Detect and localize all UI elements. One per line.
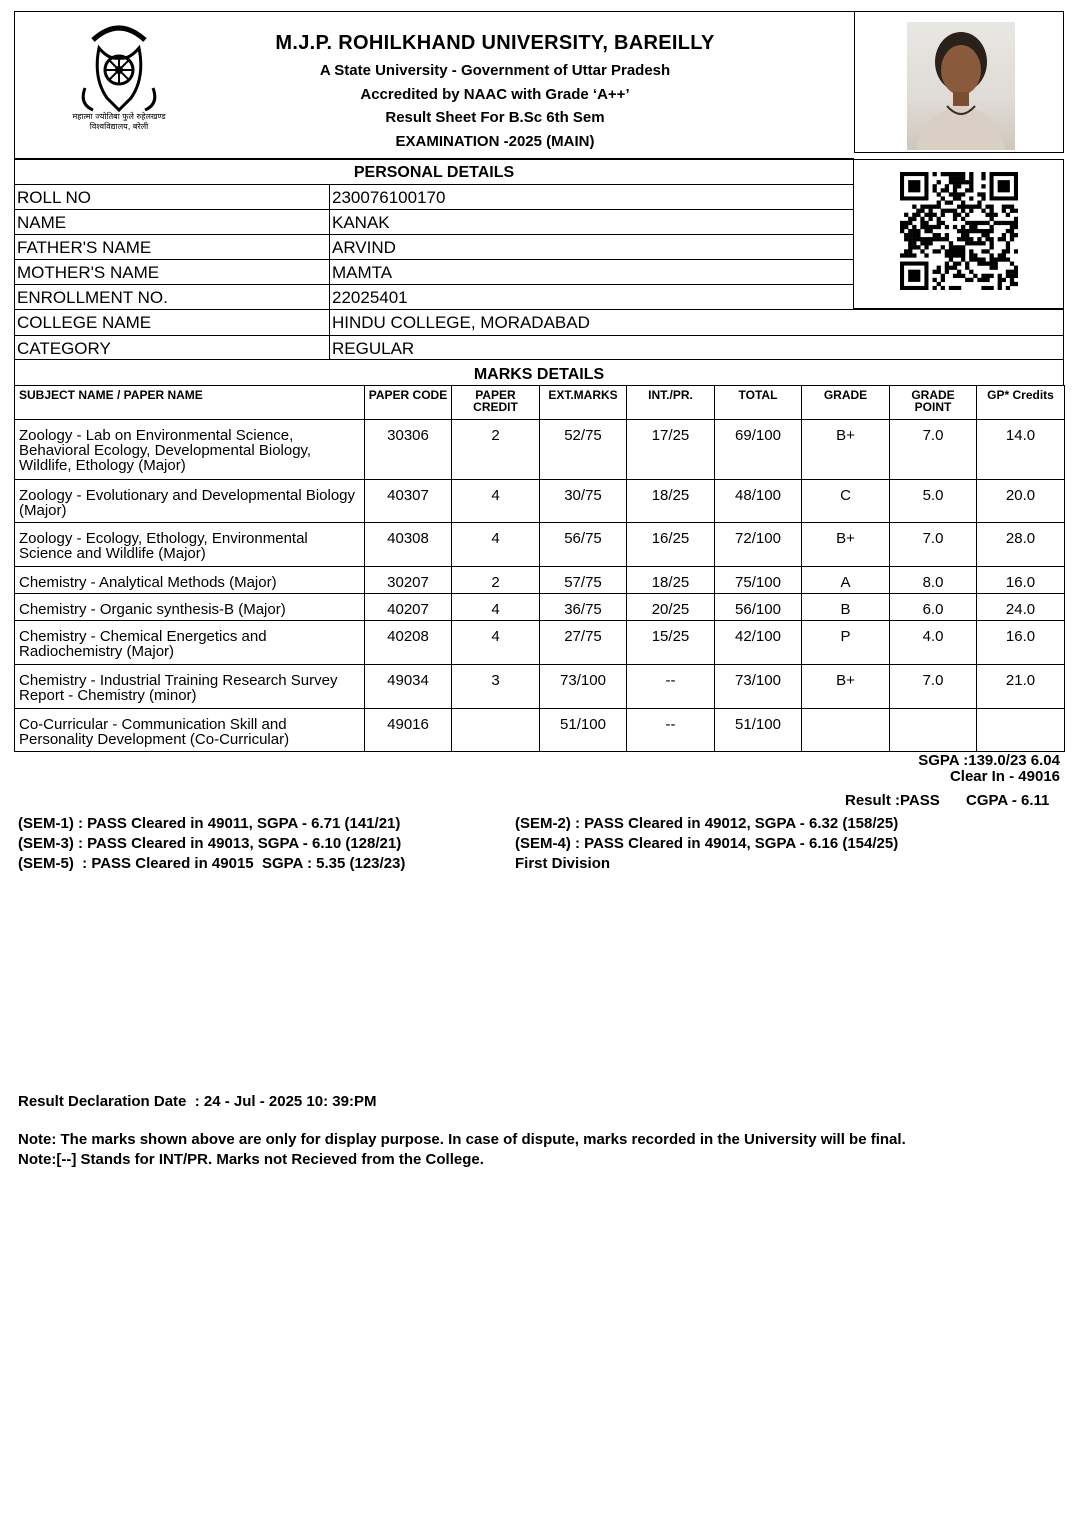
paper-credit: 3: [452, 665, 540, 709]
gp-credits: 24.0: [977, 594, 1065, 621]
logo-caption: महात्मा ज्योतिबा फुले रुहेलखण्ड विश्वविद्यालय, बरेली: [72, 112, 166, 131]
personal-row-father: [14, 234, 854, 260]
gp-credits: 20.0: [977, 480, 1065, 523]
col-ext-marks: EXT.MARKS: [540, 386, 627, 420]
clear-in: Clear In - 49016: [949, 768, 1060, 785]
gp-credits: [977, 709, 1065, 752]
name-label: NAME: [17, 213, 67, 232]
subject-name: Zoology - Ecology, Ethology, Environmental Science and Wildlife (Major): [15, 523, 365, 567]
ext-marks: 52/75: [540, 420, 627, 480]
personal-row-mother: [14, 259, 854, 285]
sem1-result: (SEM-1) : PASS Cleared in 49011, SGPA - 6.71 (141/21): [18, 815, 401, 832]
grade-point: [890, 709, 977, 752]
header-box: [14, 11, 854, 159]
int-pr: 18/25: [627, 480, 715, 523]
result-declaration-date: Result Declaration Date : 24 - Jul - 2025 10: 39:PM: [18, 1093, 377, 1110]
subject-name: Chemistry - Organic synthesis-B (Major): [15, 594, 365, 621]
father-label: FATHER'S NAME: [17, 238, 152, 257]
mother-label: MOTHER'S NAME: [17, 263, 160, 282]
total: 56/100: [715, 594, 802, 621]
division: First Division: [515, 855, 611, 872]
personal-row-roll: [14, 184, 854, 210]
student-photo: [907, 22, 1015, 150]
subject-name: Zoology - Lab on Environmental Science, Behavioral Ecology, Developmental Biology, Wildlife, Ethology (Major): [15, 420, 365, 480]
grade: A: [802, 567, 890, 594]
grade-point: 7.0: [890, 523, 977, 567]
subject-name: Co-Curricular - Communication Skill and Personality Development (Co-Curricular): [15, 709, 365, 752]
paper-code: 49016: [365, 709, 452, 752]
grade-point: 4.0: [890, 621, 977, 665]
total: 75/100: [715, 567, 802, 594]
table-row: [15, 567, 1065, 594]
header: [14, 11, 1064, 159]
note-int-pr: Note:[--] Stands for INT/PR. Marks not Recieved from the College.: [18, 1151, 484, 1168]
table-row: [15, 420, 1065, 480]
col-total: TOTAL: [715, 386, 802, 420]
ext-marks: 30/75: [540, 480, 627, 523]
name-value: KANAK: [332, 213, 390, 232]
table-row: [15, 523, 1065, 567]
paper-code: 30306: [365, 420, 452, 480]
col-subject: SUBJECT NAME / PAPER NAME: [15, 386, 365, 420]
total: 73/100: [715, 665, 802, 709]
grade: B+: [802, 665, 890, 709]
personal-row-college: [14, 309, 1064, 334]
qr-code-icon: [900, 172, 1018, 290]
gp-credits: 28.0: [977, 523, 1065, 567]
roll-label: ROLL NO: [17, 188, 92, 207]
paper-credit: 4: [452, 594, 540, 621]
grade: B: [802, 594, 890, 621]
category-label: CATEGORY: [17, 339, 111, 358]
int-pr: --: [627, 709, 715, 752]
paper-code: 49034: [365, 665, 452, 709]
grade-point: 7.0: [890, 420, 977, 480]
gp-credits: 21.0: [977, 665, 1065, 709]
col-paper-credit: PAPER CREDIT: [452, 386, 540, 420]
photo-frame: [854, 11, 1064, 153]
paper-code: 40207: [365, 594, 452, 621]
gp-credits: 16.0: [977, 621, 1065, 665]
int-pr: 17/25: [627, 420, 715, 480]
subject-name: Zoology - Evolutionary and Developmental Biology (Major): [15, 480, 365, 523]
total: 42/100: [715, 621, 802, 665]
subject-name: Chemistry - Industrial Training Research Survey Report - Chemistry (minor): [15, 665, 365, 709]
int-pr: --: [627, 665, 715, 709]
personal-row-name: [14, 209, 854, 235]
ext-marks: 27/75: [540, 621, 627, 665]
grade: P: [802, 621, 890, 665]
ext-marks: 57/75: [540, 567, 627, 594]
sgpa: SGPA :139.0/23 6.04: [918, 752, 1060, 769]
cgpa: CGPA - 6.11: [966, 792, 1050, 809]
examination-title: EXAMINATION -2025 (MAIN): [395, 133, 595, 150]
grade: B+: [802, 420, 890, 480]
table-row: [15, 594, 1065, 621]
grade-point: 5.0: [890, 480, 977, 523]
ext-marks: 73/100: [540, 665, 627, 709]
note-display-purpose: Note: The marks shown above are only for display purpose. In case of dispute, marks recorded in the University will be final.: [18, 1131, 906, 1148]
sem3-result: (SEM-3) : PASS Cleared in 49013, SGPA - 6.10 (128/21): [18, 835, 402, 852]
table-row: [15, 621, 1065, 665]
sem2-result: (SEM-2) : PASS Cleared in 49012, SGPA - 6.32 (158/25): [515, 815, 899, 832]
university-title: M.J.P. ROHILKHAND UNIVERSITY, BAREILLY: [275, 32, 715, 54]
enrollment-value: 22025401: [332, 288, 408, 307]
table-row: [15, 709, 1065, 752]
col-paper-code: PAPER CODE: [365, 386, 452, 420]
col-gp-credits: GP* Credits: [977, 386, 1065, 420]
marks-heading: MARKS DETAILS: [473, 366, 605, 383]
marks-header-row: [15, 386, 1065, 420]
paper-code: 40307: [365, 480, 452, 523]
enrollment-label: ENROLLMENT NO.: [17, 288, 168, 307]
university-subtitle: A State University - Government of Uttar Pradesh: [319, 62, 671, 79]
paper-credit: [452, 709, 540, 752]
int-pr: 18/25: [627, 567, 715, 594]
total: 51/100: [715, 709, 802, 752]
paper-credit: 4: [452, 621, 540, 665]
paper-code: 30207: [365, 567, 452, 594]
result-status: Result :PASS: [845, 792, 940, 809]
marks-table: [14, 385, 1065, 752]
sem5-result: (SEM-5) : PASS Cleared in 49015 SGPA : 5.35 (123/23): [18, 855, 406, 872]
result-sheet-title: Result Sheet For B.Sc 6th Sem: [385, 109, 605, 126]
total: 69/100: [715, 420, 802, 480]
table-row: [15, 480, 1065, 523]
grade-point: 7.0: [890, 665, 977, 709]
accreditation: Accredited by NAAC with Grade ‘A++’: [360, 86, 630, 103]
sem4-result: (SEM-4) : PASS Cleared in 49014, SGPA - 6.16 (154/25): [515, 835, 899, 852]
paper-code: 40208: [365, 621, 452, 665]
paper-credit: 2: [452, 567, 540, 594]
subject-name: Chemistry - Analytical Methods (Major): [15, 567, 365, 594]
subject-name: Chemistry - Chemical Energetics and Radiochemistry (Major): [15, 621, 365, 665]
grade: B+: [802, 523, 890, 567]
grade: [802, 709, 890, 752]
ext-marks: 56/75: [540, 523, 627, 567]
int-pr: 15/25: [627, 621, 715, 665]
father-value: ARVIND: [332, 238, 396, 257]
int-pr: 20/25: [627, 594, 715, 621]
personal-details-heading-row: [14, 159, 854, 185]
col-grade-point: GRADE POINT: [890, 386, 977, 420]
table-row: [15, 665, 1065, 709]
paper-credit: 4: [452, 523, 540, 567]
grade-point: 8.0: [890, 567, 977, 594]
personal-row-category: [14, 335, 1064, 360]
grade: C: [802, 480, 890, 523]
total: 48/100: [715, 480, 802, 523]
total: 72/100: [715, 523, 802, 567]
personal-details-heading: PERSONAL DETAILS: [353, 164, 515, 181]
gp-credits: 16.0: [977, 567, 1065, 594]
ext-marks: 51/100: [540, 709, 627, 752]
personal-row-enrollment: [14, 284, 854, 309]
col-int-pr: INT./PR.: [627, 386, 715, 420]
col-grade: GRADE: [802, 386, 890, 420]
roll-value: 230076100170: [332, 188, 446, 207]
ext-marks: 36/75: [540, 594, 627, 621]
paper-credit: 2: [452, 420, 540, 480]
category-value: REGULAR: [332, 339, 415, 358]
paper-code: 40308: [365, 523, 452, 567]
gp-credits: 14.0: [977, 420, 1065, 480]
paper-credit: 4: [452, 480, 540, 523]
int-pr: 16/25: [627, 523, 715, 567]
college-value: HINDU COLLEGE, MORADABAD: [332, 313, 590, 332]
college-label: COLLEGE NAME: [17, 313, 152, 332]
marks-heading-row: [14, 360, 1064, 385]
grade-point: 6.0: [890, 594, 977, 621]
mother-value: MAMTA: [332, 263, 393, 282]
